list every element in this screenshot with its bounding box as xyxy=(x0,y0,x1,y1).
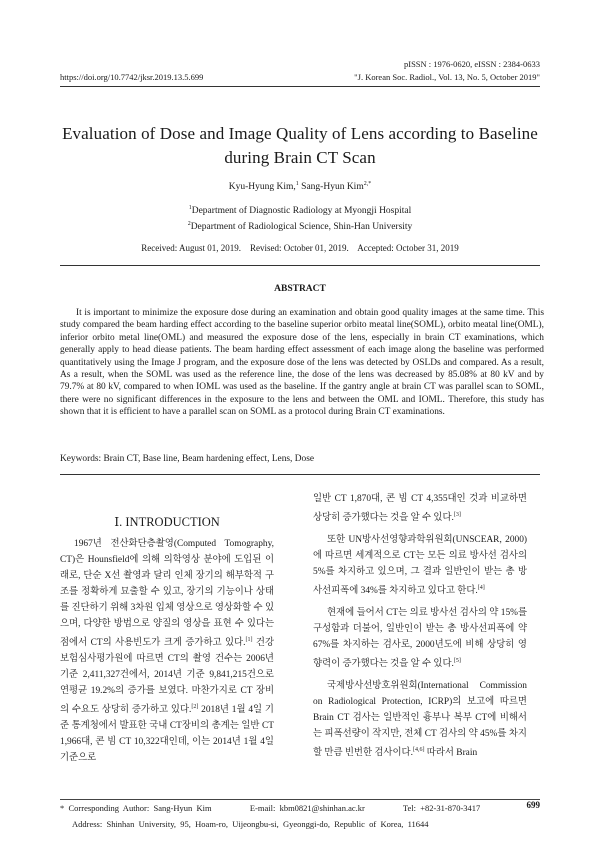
intro-text-current: 현재에 들어서 CT는 의료 방사선 검사의 약 15%를 구성함과 더불어, 일반인이 받는 총 방사선피폭에 약 67%를 차지하는 검사로, 2000년도에 비해 상당히 영향력이 증가했다는 것을 알 수 있다. xyxy=(313,608,527,670)
left-column xyxy=(60,536,274,766)
author-1-sup: 1 xyxy=(295,181,299,187)
intro-text-tail: 따라서 Brain xyxy=(424,748,478,759)
intro-paragraph-cont xyxy=(313,491,527,526)
affiliation-2 xyxy=(60,221,540,232)
intro-paragraph-1 xyxy=(60,536,274,766)
intro-text-c: 2018년 1월 4일 기준 통계청에서 발표한 국내 CT장비의 총계는 일반 CT 1,966대, 콘 빔 CT 10,322대인데, 이는 2014년 1월 4일 기준으로 xyxy=(60,705,274,764)
abstract-heading: ABSTRACT xyxy=(274,284,326,294)
affiliation-1-sup: 1 xyxy=(188,205,192,211)
affiliation-1-text: Department of Diagnostic Radiology at Myongji Hospital xyxy=(191,206,412,217)
right-column xyxy=(313,491,527,762)
intro-text-unscear: 또한 UN방사선영향과학위원회(UNSCEAR, 2000)에 따르면 세계적으로 CT는 모든 의료 방사선 검사의 5%를 차지하고 있으며, 그 결과 일반인이 받는 총 방사선피폭에 34%를 차지하고 있다고 한다. xyxy=(313,535,527,597)
author-1: Kyu-Hyung Kim, xyxy=(228,182,296,193)
header-rule xyxy=(60,86,540,87)
citation-4: [4] xyxy=(477,585,485,592)
title-line-1: Evaluation of Dose and Image Quality of Lens according to Baseline xyxy=(62,124,538,143)
citation-3: [3] xyxy=(453,512,461,518)
abstract-rule-bottom xyxy=(60,474,540,475)
intro-paragraph-2 xyxy=(313,532,527,599)
intro-text-icrp: 국제방사선방호위원회(International Commission on Radiological Protection, ICRP)의 보고에 따르면 Brain CT 검사는 일반적인 흉부나 복부 CT에 비해서는 피폭선량이 작지만, 전체 CT 검사의 약 45%를 차지할 만큼 빈번한 검사이다. xyxy=(313,681,527,759)
corresponding-author: * Corresponding Author: Sang-Hyun Kim E-mail: kbm0821@shinhan.ac.kr Tel: +82-31-870-3417 xyxy=(60,803,481,813)
abstract-body: It is important to minimize the exposure dose during an examination and obtain good quality images at the same time. This study compared the beam harding effect according to the baseline superior orbito meatal line(SOML), orbito meatal line(OML), inferior orbito metal line(OML) and measured the exposure dose of the lens, especially in brain CT examinations, which generally apply to head diease patients. The beam harding effect assessment of each image along the baseline was performed quantitatively using the Image J program, and the exposure dose of the lens was detected by OSLDs and compared. As a result, As a result, when the SOML was used as the reference line, the dose of the lens was decreased by 85.08% at 80 kV and by 79.7% at 80 kV, compared to when IOML was used as the baseline. If the gantry angle at brain CT was parallel scan to SOML, there were no significant differences in the exposure to the lens and between the OML and IOML. Therefore, this study has shown that it is efficient to have a parallel scan on SOML as a protocol during Brain CT examinations. xyxy=(60,308,544,418)
intro-text-cont: 일반 CT 1,870대, 콘 빔 CT 4,355대인 것과 비교하면 상당히 증가했다는 것을 알 수 있다. xyxy=(313,494,527,524)
section-heading-introduction: Ⅰ. INTRODUCTION xyxy=(114,515,220,529)
citation-5: [5] xyxy=(453,658,461,665)
keywords: Keywords: Brain CT, Base line, Beam hardening effect, Lens, Dose xyxy=(60,454,315,464)
issn-line: pISSN : 1976-0620, eISSN : 2384-0633 xyxy=(403,59,540,69)
journal-citation: "J. Korean Soc. Radiol., Vol. 13, No. 5, October 2019" xyxy=(354,72,540,82)
citation-2: [2] xyxy=(191,704,199,711)
citation-1: [1] xyxy=(245,637,253,643)
intro-paragraph-3 xyxy=(313,605,527,672)
author-line xyxy=(60,181,540,192)
intro-paragraph-4 xyxy=(313,678,527,761)
author-2: Sang-Hyun Kim xyxy=(298,182,364,193)
affiliation-2-text: Department of Radiological Science, Shin-Han University xyxy=(190,222,413,233)
paper-title xyxy=(60,122,540,170)
received-dates: Received: August 01, 2019. Revised: October 01, 2019. Accepted: October 31, 2019 xyxy=(141,243,459,253)
affiliation-1 xyxy=(60,205,540,216)
author-2-sup: 2,* xyxy=(363,181,372,187)
abstract-rule-top xyxy=(60,265,540,266)
author-address: Address: Shinhan University, 95, Hoam-ro, Uijeongbu-si, Gyeonggi-do, Republic of Korea, 11644 xyxy=(72,819,429,829)
intro-text-a: 1967년 전산화단층촬영(Computed Tomography, CT)은 Hounsfield에 의해 의학영상 분야에 도입된 이래로, 단순 X선 촬영과 달리 인체 장기의 해부학적 구조를 정확하게 묘출할 수 있고, 장기의 기능이나 상태를 진단하기 위해 3차원 입체 영상으로 영상화할 수 있으며, 다양한 방법으로 양질의 영상을 표현 수 있다는 점에서 CT의 사용빈도가 크게 증가하고 있다. xyxy=(60,539,274,649)
doi-link[interactable]: https://doi.org/10.7742/jksr.2019.13.5.699 xyxy=(60,72,204,82)
citation-4-6: [4,6] xyxy=(412,747,425,754)
title-line-2: during Brain CT Scan xyxy=(224,148,376,167)
page-number: 699 xyxy=(526,800,540,810)
footer-rule xyxy=(60,799,540,800)
intro-text-b: 건강보험심사평가원에 따르면 CT의 촬영 건수는 2006년 기준 2,411,327건에서, 2014년 기준 9,841,215건으로 연평균 19.2%의 증가를 보였다. 마찬가지로 CT 장비의 수요도 상당히 증가하고 있다. xyxy=(60,638,274,716)
affiliation-2-sup: 2 xyxy=(187,221,191,227)
